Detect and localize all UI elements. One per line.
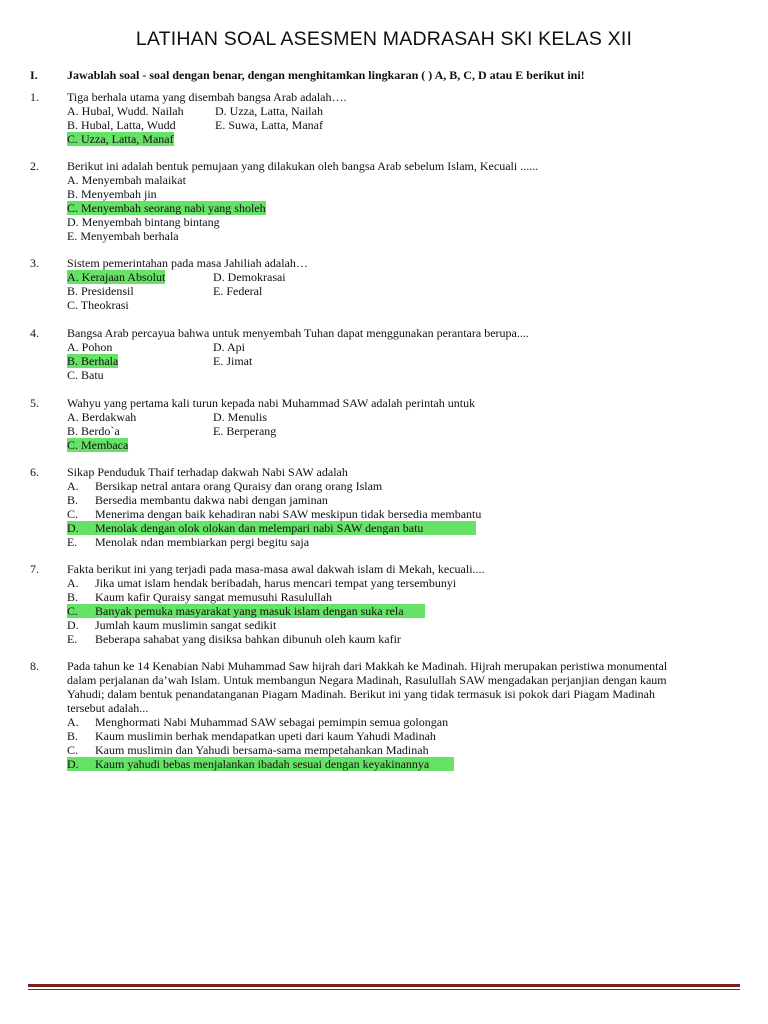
option-b: B. Menyembah jin [67, 187, 157, 201]
option-letter: A. [67, 715, 79, 729]
option-letter: D. [67, 521, 79, 535]
question-text: Sikap Penduduk Thaif terhadap dakwah Nabi SAW adalah [67, 465, 348, 479]
question-number: 8. [30, 659, 39, 673]
option-text: Kaum muslimin dan Yahudi bersama-sama mempetahankan Madinah [95, 743, 429, 757]
answer-highlight [67, 521, 476, 535]
option-letter: E. [67, 535, 78, 549]
question-text: Bangsa Arab percayua bahwa untuk menyembah Tuhan dapat menggunakan perantara berupa.... [67, 326, 529, 340]
option-e: E. Menyembah berhala [67, 229, 179, 243]
option-d: D. Menyembah bintang bintang [67, 215, 220, 229]
question-text: Sistem pemerintahan pada masa Jahiliah adalah… [67, 256, 308, 270]
option-text-answer: Kaum yahudi bebas menjalankan ibadah sesuai dengan keyakinannya [95, 757, 430, 771]
question-text-line: tersebut adalah... [67, 701, 149, 715]
answer-highlight [67, 604, 425, 618]
question-text-line: Pada tahun ke 14 Kenabian Nabi Muhammad Saw hijrah dari Makkah ke Madinah. Hijrah merupakan peristiwa monumental [67, 659, 668, 673]
question-number: 3. [30, 256, 39, 270]
option-text: Jika umat islam hendak beribadah, harus mencari tempat yang tersembunyi [95, 576, 457, 590]
option-text: Bersikap netral antara orang Quraisy dan orang orang Islam [95, 479, 383, 493]
option-d: D. Api [213, 340, 246, 354]
question-text: Wahyu yang pertama kali turun kepada nabi Muhammad SAW adalah perintah untuk [67, 396, 476, 410]
option-a: A. Menyembah malaikat [67, 173, 186, 187]
question-text-line: Yahudi; dalam bentuk penandatanganan Piagam Madinah. Berikut ini yang tidak termasuk isi pokok dari Piagam Madinah [67, 687, 655, 701]
question-number: 7. [30, 562, 39, 576]
question-number: 1. [30, 90, 39, 104]
question-text-line: dalam perjalanan da’wah Islam. Untuk membangun Negara Madinah, Rasulullah SAW mengadakan perjanjian dengan kaum [67, 673, 667, 687]
question-text: Tiga berhala utama yang disembah bangsa Arab adalah…. [67, 90, 347, 104]
option-text-answer: Menolak dengan olok olokan dan melempari nabi SAW dengan batu [95, 521, 424, 535]
option-text: Beberapa sahabat yang disiksa bahkan dibunuh oleh kaum kafir [95, 632, 401, 646]
option-b: B. Hubal, Latta, Wudd [67, 118, 176, 132]
option-e: E. Berperang [213, 424, 277, 438]
option-c: C. Batu [67, 368, 104, 382]
option-text: Menerima dengan baik kehadiran nabi SAW meskipun tidak bersedia membantu [95, 507, 482, 521]
option-a: A. Pohon [67, 340, 113, 354]
option-text: Kaum kafir Quraisy sangat memusuhi Rasulullah [95, 590, 332, 604]
question-number: 6. [30, 465, 39, 479]
question-text: Berikut ini adalah bentuk pemujaan yang dilakukan oleh bangsa Arab sebelum Islam, Kecuali ...... [67, 159, 539, 173]
option-c: C. Theokrasi [67, 298, 129, 312]
option-letter: D. [67, 618, 79, 632]
page-title: LATIHAN SOAL ASESMEN MADRASAH SKI KELAS XII [135, 28, 633, 50]
option-letter: E. [67, 632, 78, 646]
question-number: 2. [30, 159, 39, 173]
option-text: Menghormati Nabi Muhammad SAW sebagai pemimpin semua golongan [95, 715, 449, 729]
option-letter: C. [67, 604, 79, 618]
instruction-text: Jawablah soal - soal dengan benar, dengan menghitamkan lingkaran ( ) A, B, C, D atau E berikut ini! [67, 68, 585, 82]
option-c-answer: C. Membaca [67, 438, 129, 452]
option-letter: C. [67, 507, 79, 521]
option-b: B. Presidensil [67, 284, 134, 298]
answer-highlight [67, 757, 454, 771]
option-letter: B. [67, 590, 79, 604]
option-d: D. Uzza, Latta, Nailah [215, 104, 323, 118]
option-a: A. Berdakwah [67, 410, 137, 424]
question-text: Fakta berikut ini yang terjadi pada masa-masa awal dakwah islam di Mekah, kecuali.... [67, 562, 485, 576]
option-a-answer: A. Kerajaan Absolut [67, 270, 166, 284]
option-letter: B. [67, 493, 79, 507]
section-number: I. [30, 68, 38, 82]
footer-rule-thick [28, 984, 740, 987]
option-e: E. Suwa, Latta, Manaf [215, 118, 323, 132]
option-letter: B. [67, 729, 79, 743]
option-e: E. Jimat [213, 354, 253, 368]
footer-rule-thin [28, 989, 740, 990]
option-c-answer: C. Menyembah seorang nabi yang sholeh [67, 201, 266, 215]
question-number: 4. [30, 326, 39, 340]
option-text: Bersedia membantu dakwa nabi dengan jaminan [95, 493, 328, 507]
option-text: Kaum muslimin berhak mendapatkan upeti dari kaum Yahudi Madinah [95, 729, 436, 743]
option-b-answer: B. Berhala [67, 354, 119, 368]
option-a: A. Hubal, Wudd. Nailah [67, 104, 184, 118]
question-number: 5. [30, 396, 39, 410]
option-letter: A. [67, 576, 79, 590]
option-d: D. Demokrasai [213, 270, 286, 284]
option-letter: A. [67, 479, 79, 493]
option-d: D. Menulis [213, 410, 267, 424]
option-letter: D. [67, 757, 79, 771]
option-text-answer: Banyak pemuka masyarakat yang masuk islam dengan suka rela [95, 604, 404, 618]
option-letter: C. [67, 743, 79, 757]
option-b: B. Berdo`a [67, 424, 120, 438]
option-text: Menolak ndan membiarkan pergi begitu saja [95, 535, 310, 549]
option-c-answer: C. Uzza, Latta, Manaf [67, 132, 174, 146]
option-e: E. Federal [213, 284, 263, 298]
option-text: Jumlah kaum muslimin sangat sedikit [95, 618, 277, 632]
